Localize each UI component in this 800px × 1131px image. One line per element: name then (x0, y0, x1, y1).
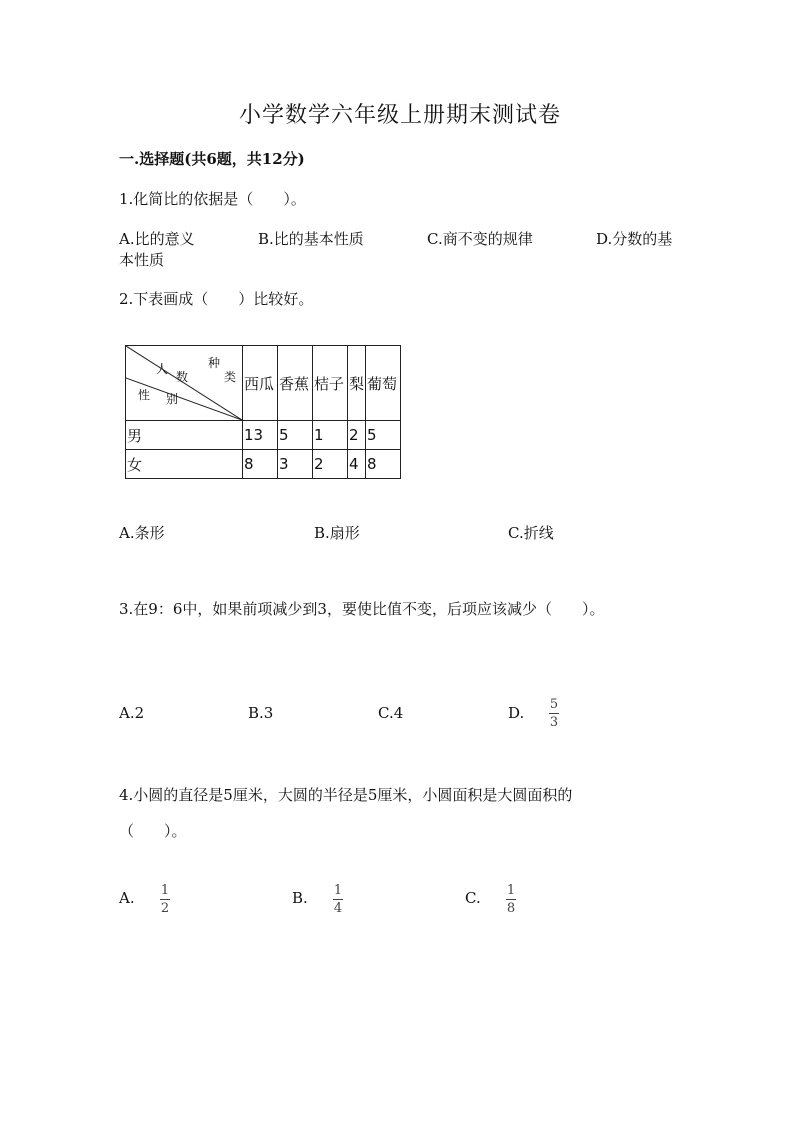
header-cell: 桔子 (313, 346, 348, 421)
q1-option-d[interactable]: D.分数的基 (596, 230, 673, 248)
table-row (126, 450, 401, 479)
numerator: 1 (333, 883, 343, 898)
q1-option-a[interactable]: A.比的意义 (119, 230, 195, 248)
numerator: 1 (506, 883, 516, 898)
corner-label: 性 (138, 388, 151, 402)
q3-option-d[interactable]: D. (508, 704, 525, 722)
corner-label: 数 (176, 370, 189, 384)
table-cell: 13 (243, 421, 278, 450)
table-cell: 4 (348, 450, 366, 479)
data-table (125, 345, 401, 479)
corner-cell (126, 346, 243, 421)
table-cell: 2 (348, 421, 366, 450)
table-cell: 5 (278, 421, 313, 450)
table-cell: 3 (278, 450, 313, 479)
q4-option-b-fraction (333, 884, 343, 915)
section-heading: 一.选择题(共6题，共12分) (119, 150, 305, 168)
header-cell: 西瓜 (243, 346, 278, 421)
q3-option-c[interactable]: C.4 (378, 704, 404, 722)
numerator: 1 (160, 883, 170, 898)
q2-option-c[interactable]: C.折线 (508, 524, 554, 542)
header-cell: 葡萄 (366, 346, 401, 421)
fraction-bar (506, 899, 516, 900)
q2-option-a[interactable]: A.条形 (119, 524, 165, 542)
corner-label: 种 (208, 356, 221, 370)
denominator: 8 (506, 901, 516, 916)
table-cell: 8 (243, 450, 278, 479)
question-2: 2.下表画成（ ）比较好。 (119, 290, 314, 308)
q4-option-a-fraction (160, 884, 170, 915)
fraction-bar (549, 713, 559, 714)
table-cell: 5 (366, 421, 401, 450)
q1-option-c[interactable]: C.商不变的规律 (427, 230, 533, 248)
q4-option-b[interactable]: B. (292, 889, 308, 907)
denominator: 4 (333, 901, 343, 916)
q3-option-d-fraction (549, 698, 559, 729)
q3-option-a[interactable]: A.2 (119, 704, 145, 722)
corner-label: 人 (156, 362, 169, 376)
corner-label: 别 (166, 392, 179, 406)
q4-option-a[interactable]: A. (119, 889, 135, 907)
fraction-bar (160, 899, 170, 900)
table-cell: 8 (366, 450, 401, 479)
question-1: 1.化简比的依据是（ ）。 (119, 190, 306, 208)
q3-option-b[interactable]: B.3 (248, 704, 274, 722)
page-title: 小学数学六年级上册期末测试卷 (238, 103, 561, 128)
table-cell: 1 (313, 421, 348, 450)
q1-option-b[interactable]: B.比的基本性质 (258, 230, 364, 248)
header-cell: 梨 (348, 346, 366, 421)
table-header-row (126, 346, 401, 421)
question-4: 4.小圆的直径是5厘米，大圆的半径是5厘米，小圆面积是大圆面积的 (119, 786, 573, 804)
question-4-continued: （ ）。 (119, 822, 187, 840)
row-label: 女 (126, 450, 243, 479)
q4-option-c[interactable]: C. (465, 889, 481, 907)
question-3: 3.在9：6中，如果前项减少到3，要使比值不变，后项应该减少（ ）。 (119, 600, 605, 618)
q2-option-b[interactable]: B.扇形 (314, 524, 360, 542)
corner-label: 类 (224, 370, 237, 384)
q1-option-d-wrap: 本性质 (119, 251, 165, 269)
denominator: 3 (549, 715, 559, 730)
table-row (126, 421, 401, 450)
q4-option-c-fraction (506, 884, 516, 915)
header-cell: 香蕉 (278, 346, 313, 421)
denominator: 2 (160, 901, 170, 916)
numerator: 5 (549, 697, 559, 712)
row-label: 男 (126, 421, 243, 450)
table-cell: 2 (313, 450, 348, 479)
fraction-bar (333, 899, 343, 900)
